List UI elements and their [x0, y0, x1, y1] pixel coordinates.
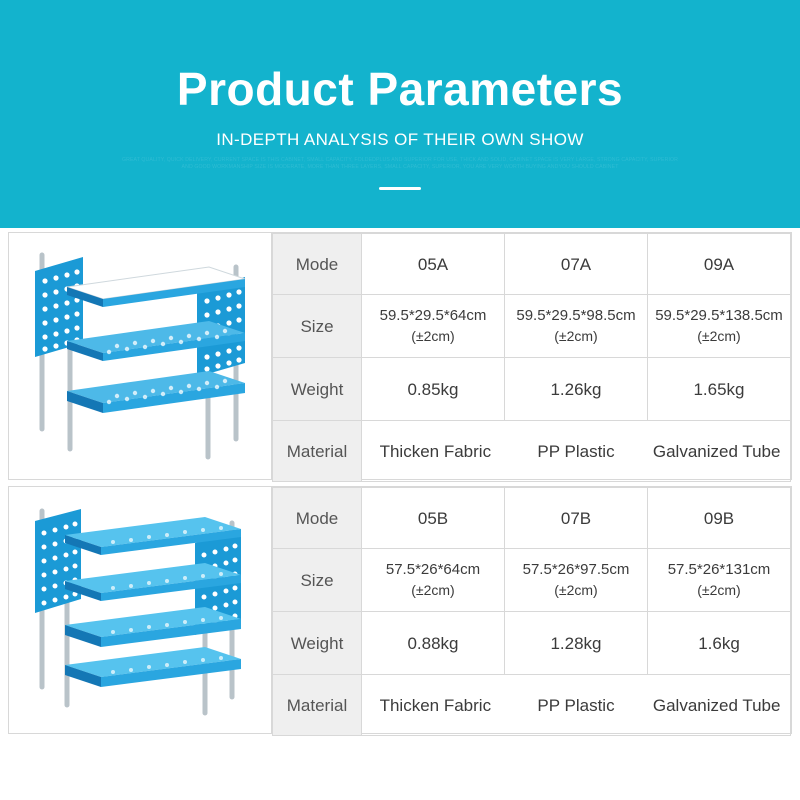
spec-panel-a	[8, 232, 792, 480]
shoe-rack-photo-model-b	[9, 487, 272, 733]
size-text: 59.5*29.5*64cm	[379, 307, 487, 324]
spec-panel-b	[8, 486, 792, 734]
row-label-weight: Weight	[273, 358, 362, 421]
size-text: 57.5*26*131cm	[667, 561, 771, 578]
weight-value-1: 0.85kg	[362, 358, 505, 421]
rack-illustration-a	[9, 233, 271, 479]
size-value-3	[648, 549, 791, 612]
size-tolerance: (±2cm)	[697, 328, 741, 344]
material-value-3: Galvanized Tube	[652, 441, 781, 461]
weight-value-3: 1.6kg	[648, 612, 791, 675]
weight-value-3: 1.65kg	[648, 358, 791, 421]
table-row	[273, 675, 791, 736]
size-tolerance: (±2cm)	[697, 582, 741, 598]
banner-fineprint: GREAT QUALITY, QUICK DELIVERY, CURRENT SPACE IS THIS CABINET, SMALL CAPACITY, FOLDEDPLUS AND SUPERIOR FOR USE, THICK AND SOLID, CABINET SPACE IS VERY LARGE, STRONG CAPACITY, SUPERIOR AND GOOD WORKMANSHIP SIZE IS MODERATE, MORE THAN THREE LAYERS, SMALL CAPACITY, SUPERIOR, YOU ARE VERY WORTH BUYING ANDYOU SHOULD CABINET	[121, 157, 678, 170]
size-value-1	[362, 295, 505, 358]
mode-value-2: 07A	[505, 234, 648, 295]
weight-value-1: 0.88kg	[362, 612, 505, 675]
row-label-weight: Weight	[273, 612, 362, 675]
material-values	[362, 421, 791, 482]
material-value-2: PP Plastic	[537, 441, 615, 461]
mode-value-1: 05B	[362, 488, 505, 549]
page-title: Product Parameters	[176, 63, 624, 115]
table-row	[273, 488, 791, 549]
mode-value-1: 05A	[362, 234, 505, 295]
row-label-material: Material	[273, 675, 362, 736]
mode-value-3: 09B	[648, 488, 791, 549]
mode-value-3: 09A	[648, 234, 791, 295]
row-label-mode: Mode	[273, 488, 362, 549]
row-label-mode: Mode	[273, 234, 362, 295]
size-value-3	[648, 295, 791, 358]
table-row	[273, 295, 791, 358]
material-values	[362, 675, 791, 736]
header-banner	[0, 0, 800, 228]
material-value-3: Galvanized Tube	[652, 695, 781, 715]
row-label-size: Size	[273, 295, 362, 358]
divider-rule	[379, 187, 421, 190]
size-value-1	[362, 549, 505, 612]
mode-value-2: 07B	[505, 488, 648, 549]
page-subtitle: IN-DEPTH ANALYSIS OF THEIR OWN SHOW	[216, 130, 584, 149]
table-row	[273, 234, 791, 295]
table-row	[273, 358, 791, 421]
row-label-size: Size	[273, 549, 362, 612]
spec-table-b	[272, 487, 791, 736]
row-label-material: Material	[273, 421, 362, 482]
size-value-2	[505, 549, 648, 612]
size-tolerance: (±2cm)	[411, 582, 455, 598]
rack-illustration-b	[9, 487, 271, 733]
weight-value-2: 1.28kg	[505, 612, 648, 675]
material-value-2: PP Plastic	[537, 695, 615, 715]
size-tolerance: (±2cm)	[554, 582, 598, 598]
material-value-1: Thicken Fabric	[379, 441, 492, 461]
size-text: 57.5*26*97.5cm	[522, 561, 630, 578]
shoe-rack-photo-model-a	[9, 233, 272, 479]
table-row	[273, 421, 791, 482]
size-text: 57.5*26*64cm	[385, 561, 481, 578]
spec-table-a	[272, 233, 791, 482]
size-tolerance: (±2cm)	[554, 328, 598, 344]
size-value-2	[505, 295, 648, 358]
table-row	[273, 612, 791, 675]
weight-value-2: 1.26kg	[505, 358, 648, 421]
material-value-1: Thicken Fabric	[379, 695, 492, 715]
size-text: 59.5*29.5*138.5cm	[655, 307, 783, 324]
table-row	[273, 549, 791, 612]
size-text: 59.5*29.5*98.5cm	[516, 307, 636, 324]
size-tolerance: (±2cm)	[411, 328, 455, 344]
